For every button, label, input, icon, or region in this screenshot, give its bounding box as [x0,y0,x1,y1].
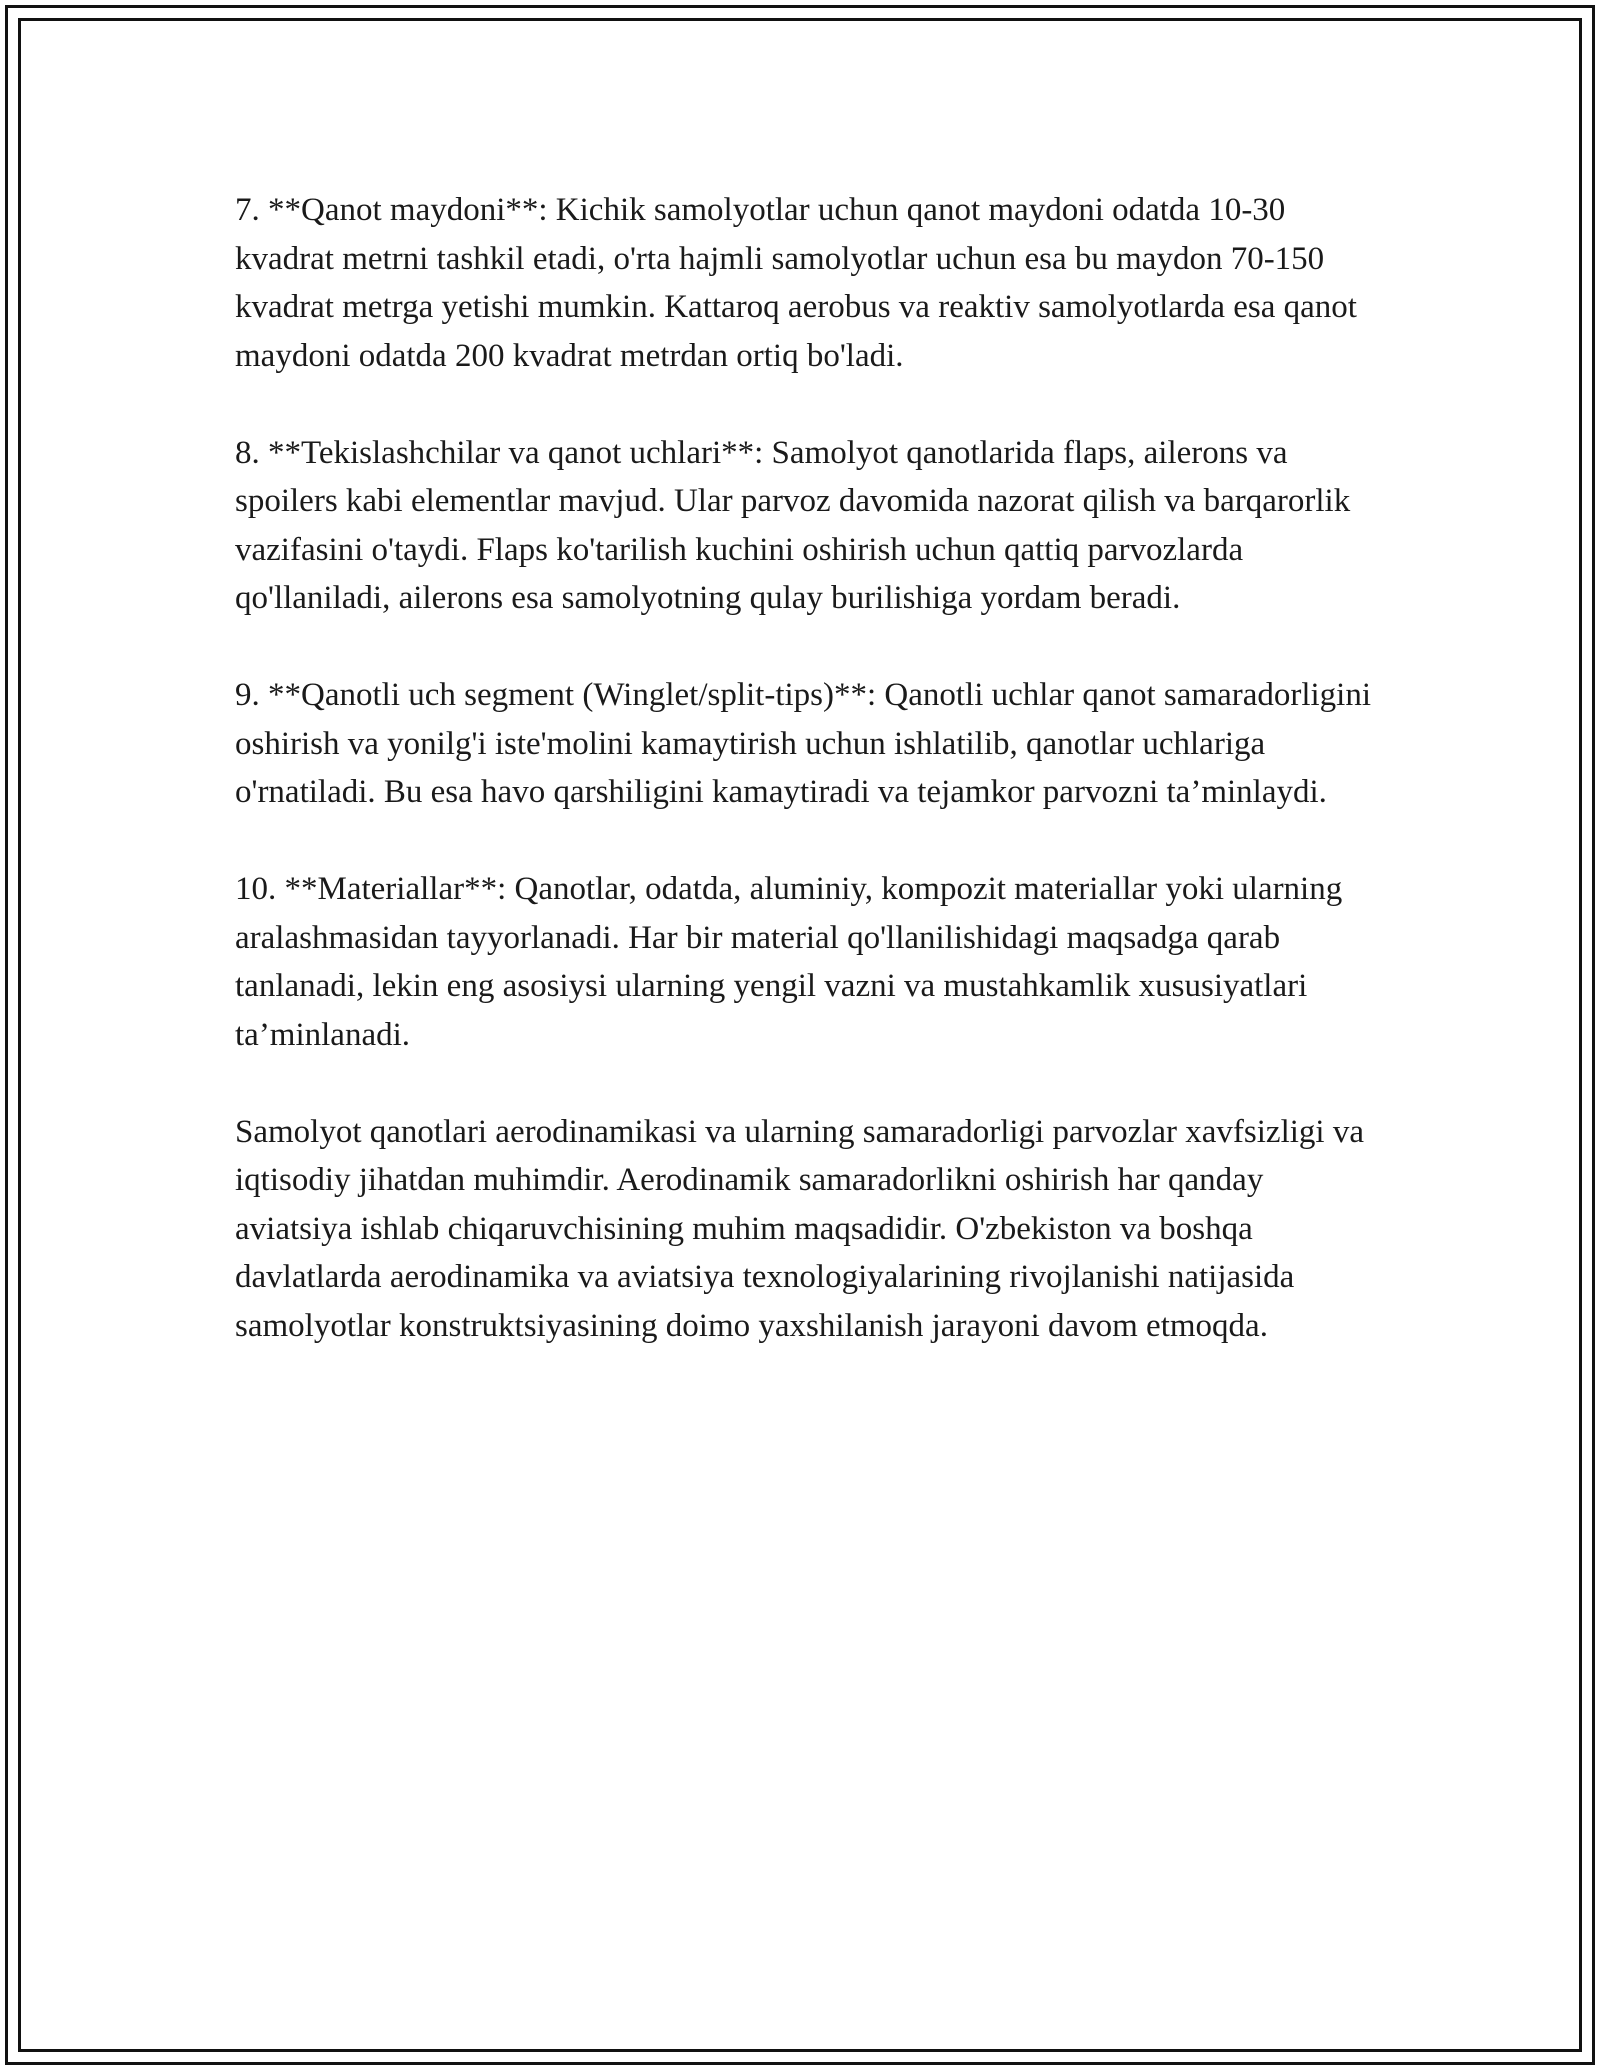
paragraph-winglets: 9. **Qanotli uch segment (Winglet/split-tips)**: Qanotli uchlar qanot samaradorligini oshirish va yonilg'i iste'molini kamaytirish uchun ishlatilib, qanotlar uchlariga o'rnatiladi. Bu esa havo qarshiligini kamaytiradi va tejamkor parvozni ta’minlaydi. [235,677,1372,810]
paragraph-materials: 10. **Materiallar**: Qanotlar, odatda, aluminiy, kompozit materiallar yoki ularning aralashmasidan tayyorlanadi. Har bir material qo'llanilishidagi maqsadga qarab tanlanadi, lekin eng asosiysi ularning yengil vazni va mustahkamlik xususiyatlari ta’minlanadi. [235,871,1343,1053]
paragraph-conclusion: Samolyot qanotlari aerodinamikasi va ularning samaradorligi parvozlar xavfsizligi va iqtisodiy jihatdan muhimdir. Aerodinamik samaradorlikni oshirish har qanday aviatsiya ishlab chiqaruvchisining muhim maqsadidir. O'zbekiston va boshqa davlatlarda aerodinamika va aviatsiya texnologiyalarining rivojlanishi natijasida samolyotlar konstruktsiyasining doimo yaxshilanish jarayoni davom etmoqda. [235,1113,1364,1344]
document-body [235,186,1385,1399]
paragraph-wing-area: 7. **Qanot maydoni**: Kichik samolyotlar uchun qanot maydoni odatda 10-30 kvadrat metrni tashkil etadi, o'rta hajmli samolyotlar uchun esa bu maydon 70-150 kvadrat metrga yetishi mumkin. Kattaroq aerobus va reaktiv samolyotlarda esa qanot maydoni odatda 200 kvadrat metrdan ortiq bo'ladi. [235,192,1357,374]
paragraph-control-surfaces: 8. **Tekislashchilar va qanot uchlari**: Samolyot qanotlarida flaps, ailerons va spoilers kabi elementlar mavjud. Ular parvoz davomida nazorat qilish va barqarorlik vazifasini o'taydi. Flaps ko'tarilish kuchini oshirish uchun qattiq parvozlarda qo'llaniladi, ailerons esa samolyotning qulay burilishiga yordam beradi. [235,434,1351,616]
